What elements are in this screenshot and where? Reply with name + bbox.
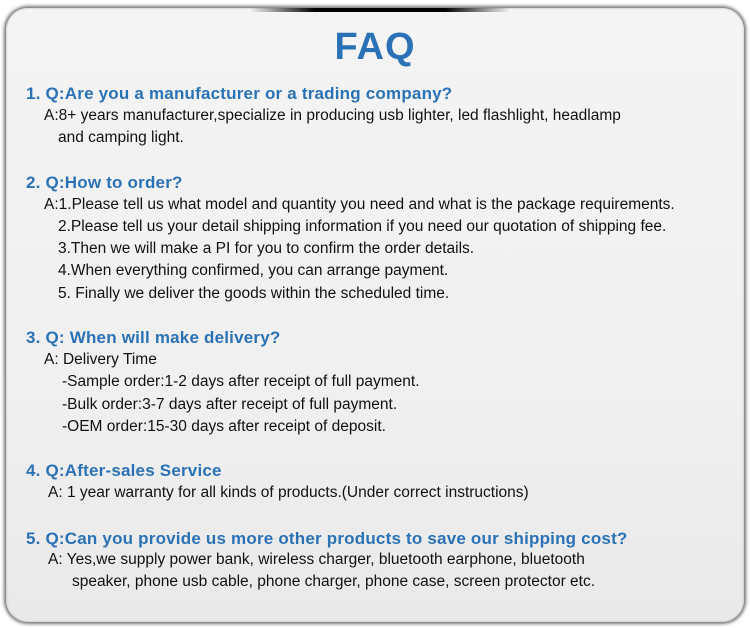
faq-question-1: 1. Q:Are you a manufacturer or a trading company?	[26, 84, 453, 103]
faq-answer-3-line-4: -OEM order:15-30 days after receipt of deposit.	[62, 418, 386, 435]
faq-answer-5-line-2: speaker, phone usb cable, phone charger, phone case, screen protector etc.	[72, 573, 596, 590]
faq-answer-5-line-1: A: Yes,we supply power bank, wireless charger, bluetooth earphone, bluetooth	[48, 551, 585, 568]
faq-answer-1-line-1: A:8+ years manufacturer,specialize in producing usb lighter, led flashlight, headlamp	[44, 107, 621, 124]
faq-answer-2-line-1: A:1.Please tell us what model and quantity you need and what is the package requirements.	[44, 196, 675, 213]
faq-answer-2-line-2: 2.Please tell us your detail shipping information if you need our quotation of shipping fee.	[58, 218, 667, 235]
faq-answer-2-line-3: 3.Then we will make a PI for you to confirm the order details.	[58, 240, 475, 257]
page-title: FAQ	[334, 26, 416, 68]
faq-answer-1-line-2: and camping light.	[58, 129, 184, 146]
faq-question-4: 4. Q:After-sales Service	[26, 461, 222, 480]
faq-question-3: 3. Q: When will make delivery?	[26, 328, 281, 347]
top-shadow-line	[250, 8, 510, 12]
faq-question-5: 5. Q:Can you provide us more other products to save our shipping cost?	[26, 529, 628, 548]
faq-answer-4-line-1: A: 1 year warranty for all kinds of products.(Under correct instructions)	[48, 484, 529, 501]
faq-answer-3-line-3: -Bulk order:3-7 days after receipt of full payment.	[62, 396, 398, 413]
faq-question-2: 2. Q:How to order?	[26, 173, 183, 192]
faq-answer-2-line-5: 5. Finally we deliver the goods within the scheduled time.	[58, 285, 450, 302]
faq-answer-3-line-2: -Sample order:1-2 days after receipt of full payment.	[62, 373, 420, 390]
faq-answer-3-line-1: A: Delivery Time	[44, 351, 157, 368]
faq-answer-2-line-4: 4.When everything confirmed, you can arrange payment.	[58, 262, 449, 279]
